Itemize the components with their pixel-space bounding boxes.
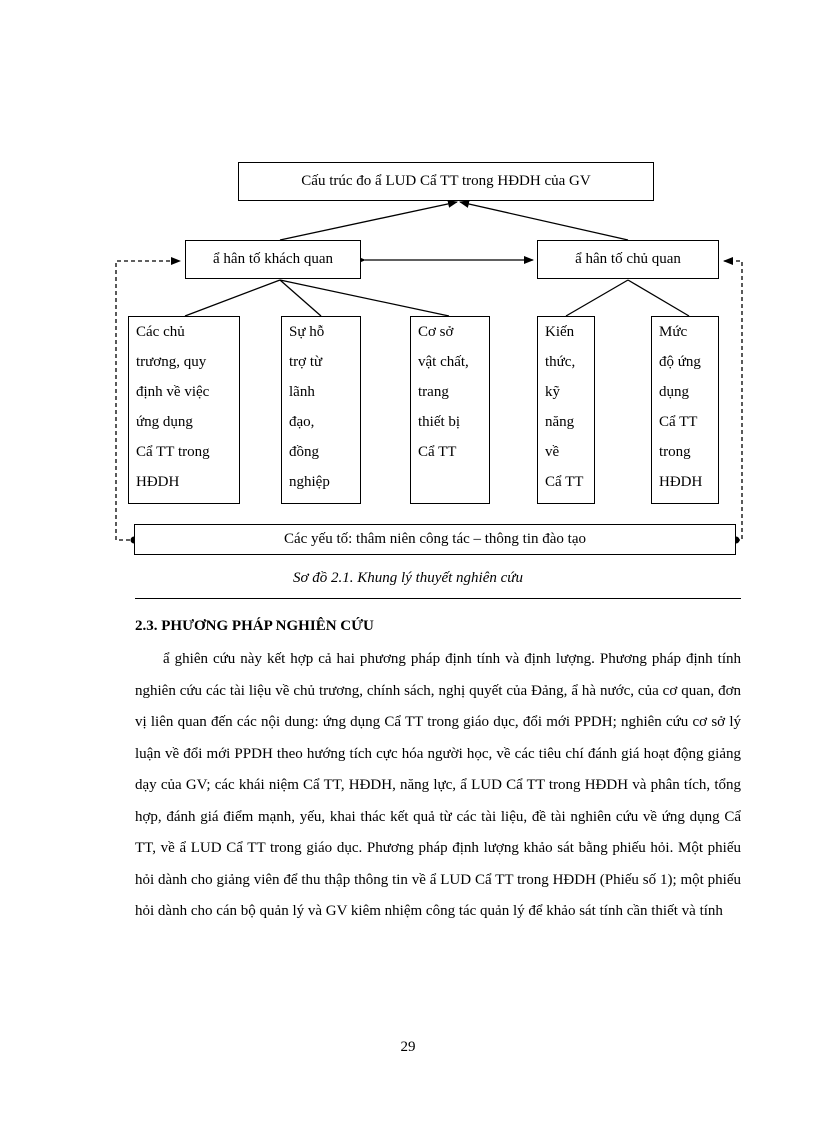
sub-box-line: trong (659, 444, 691, 460)
bottom-factors-label: Các yếu tố: thâm niên công tác – thông tin đào tạo (283, 531, 586, 547)
objective-factors-box (185, 240, 361, 279)
subjective-factors-label: ẩ hân tố chủ quan (575, 251, 681, 267)
arrow-subjective-to-top (460, 202, 628, 240)
line-objective-to-box3 (280, 280, 449, 316)
figure-caption: Sơ đồ 2.1. Khung lý thuyết nghiên cứu (293, 570, 523, 586)
sub-box-line: ứng dụng (136, 414, 193, 430)
sub-box-support (281, 316, 361, 504)
dashed-right-feedback (724, 261, 742, 540)
sub-box-knowledge (537, 316, 595, 504)
line-objective-to-box2 (280, 280, 321, 316)
line-subjective-to-box5 (628, 280, 689, 316)
sub-box-line: năng (545, 414, 575, 430)
page-number: 29 (400, 1039, 416, 1055)
sub-box-line: thức, (545, 354, 576, 370)
section-heading: 2.3. PHƯƠNG PHÁP NGHIÊN CỨU (135, 618, 374, 634)
sub-box-line: định về việc (136, 384, 210, 400)
subjective-factors-box (537, 240, 719, 279)
sub-box-line: nghiệp (289, 474, 330, 490)
body-paragraph: ẩ ghiên cứu này kết hợp cả hai phương pháp định tính và định lượng. Phương pháp định tính nghiên cứu các tài liệu về chủ trương, chính sách, nghị quyết của Đảng, ẩ hà nước, của cơ quan, đơn vị liên quan đến các nội dung: ứng dụng Cẩ TT trong giáo dục, đổi mới PPDH; nghiên cứu cơ sở lý luận về đổi mới PPDH theo hướng tích cực hóa người học, về các tiêu chí đánh giá hoạt động giảng dạy của GV; các khái niệm Cẩ TT, HĐDH, năng lực, ẩ LUD Cẩ TT trong HĐDH và phân tích, tổng hợp, đánh giá điểm mạnh, yếu, khai thác kết quả từ các tài liệu, đề tài nghiên cứu về ứng dụng Cẩ TT, về ẩ LUD Cẩ TT trong giáo dục. Phương pháp định lượng khảo sát bằng phiếu hỏi. Một phiếu hỏi dành cho giảng viên để thu thập thông tin về ẩ LUD Cẩ TT trong HĐDH (Phiếu số 1); một phiếu hỏi dành cho cán bộ quản lý và GV kiêm nhiệm công tác quản lý để khảo sát tính cần thiết và tính (135, 651, 741, 919)
sub-box-line: dụng (659, 384, 689, 400)
sub-box-line: Cơ sở (418, 324, 454, 340)
sub-box-line: Sự hỗ (289, 324, 325, 340)
sub-box-line: đồng (289, 444, 319, 460)
divider (135, 598, 741, 599)
sub-box-line: Mức (659, 324, 688, 340)
sub-box-line: HĐDH (659, 474, 703, 490)
sub-box-usage-level (651, 316, 719, 504)
arrow-objective-to-top (280, 202, 457, 240)
sub-box-line: đạo, (289, 414, 315, 430)
sub-box-line: trương, quy (136, 354, 207, 370)
line-subjective-to-box4 (566, 280, 628, 316)
line-objective-to-box1 (185, 280, 280, 316)
sub-box-policies (128, 316, 240, 504)
bottom-factors-box (134, 524, 736, 555)
sub-box-line: HĐDH (136, 474, 180, 490)
sub-box-line: Cẩ TT (659, 414, 698, 430)
sub-box-line: vật chất, (418, 354, 469, 370)
sub-box-line: kỹ (545, 384, 560, 400)
sub-box-line: độ ứng (659, 354, 701, 370)
sub-box-line: Các chủ (136, 324, 185, 340)
sub-box-line: lãnh (289, 384, 315, 400)
sub-box-line: Kiến (545, 324, 575, 340)
top-structure-label: Cấu trúc đo ẩ LUD Cẩ TT trong HĐDH của GV (301, 173, 591, 189)
sub-box-line: Cẩ TT (418, 444, 457, 460)
sub-box-line: trợ từ (289, 354, 323, 370)
sub-box-facilities (410, 316, 490, 504)
sub-box-line: thiết bị (418, 414, 461, 430)
sub-box-line: Cẩ TT trong (136, 444, 210, 460)
top-structure-box (238, 162, 654, 201)
sub-box-line: về (545, 444, 560, 460)
sub-box-line: Cẩ TT (545, 474, 584, 490)
objective-factors-label: ẩ hân tố khách quan (213, 251, 333, 267)
sub-box-line: trang (418, 384, 449, 400)
